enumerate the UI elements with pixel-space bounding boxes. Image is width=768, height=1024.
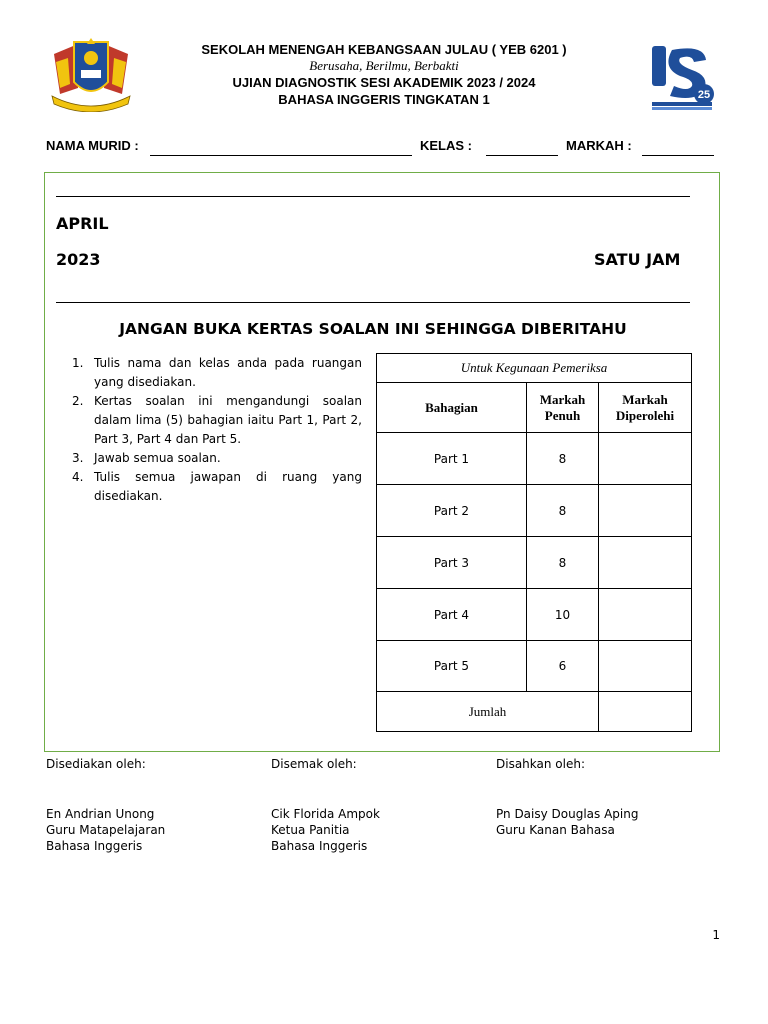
class-field[interactable] xyxy=(486,155,558,156)
list-item xyxy=(72,468,362,506)
page-number: 1 xyxy=(712,928,720,942)
list-item xyxy=(72,354,362,392)
row-full-3: 8 xyxy=(558,555,567,570)
school-crest-logo xyxy=(48,36,134,112)
row-part-1: Part 1 xyxy=(433,451,470,466)
signer-title: Ketua Panitia xyxy=(271,823,350,837)
row-obtained-5[interactable] xyxy=(599,641,691,691)
role-label: Disahkan oleh: xyxy=(496,757,586,771)
row-obtained-4[interactable] xyxy=(599,589,691,640)
row-part-5: Part 5 xyxy=(433,659,470,673)
signature-block-reviewed xyxy=(271,756,380,854)
exam-title: UJIAN DIAGNOSTIK SESI AKADEMIK 2023 / 2024 xyxy=(232,75,536,90)
anniversary-25-logo xyxy=(646,40,718,112)
marks-table xyxy=(376,353,692,732)
item-number: 1. xyxy=(72,356,84,370)
marks-field[interactable] xyxy=(642,155,714,156)
signer-name: Pn Daisy Douglas Aping xyxy=(496,807,639,821)
top-rule xyxy=(56,196,690,197)
total-value[interactable] xyxy=(599,692,691,731)
row-obtained-1[interactable] xyxy=(599,433,691,484)
row-full-1: 8 xyxy=(558,451,567,466)
subject-title: BAHASA INGGERIS TINGKATAN 1 xyxy=(278,92,490,107)
header-full-marks: Markah Penuh xyxy=(539,391,586,423)
exam-duration: SATU JAM xyxy=(594,250,681,269)
row-part-2: Part 2 xyxy=(433,503,470,518)
row-part-4: Part 4 xyxy=(433,607,470,622)
signer-name: En Andrian Unong xyxy=(46,807,155,821)
signer-name: Cik Florida Ampok xyxy=(271,807,380,821)
item-number: 4. xyxy=(72,470,84,484)
logo-number: 25 xyxy=(697,89,711,101)
row-full-2: 8 xyxy=(558,503,567,518)
item-text: Tulis nama dan kelas anda pada ruangan yang disediakan. xyxy=(94,356,362,389)
item-text: Tulis semua jawapan di ruang yang disediakan. xyxy=(94,470,362,503)
signature-block-prepared xyxy=(46,756,165,854)
bottom-rule xyxy=(56,302,690,303)
name-field[interactable] xyxy=(150,155,412,156)
row-obtained-2[interactable] xyxy=(599,485,691,536)
instructions-list xyxy=(72,354,362,506)
school-name: SEKOLAH MENENGAH KEBANGSAAN JULAU ( YEB 6201 ) xyxy=(201,42,567,57)
item-text: Kertas soalan ini mengandungi soalan dalam lima (5) bahagian iaitu Part 1, Part 2, Part 3, Part 4 dan Part 5. xyxy=(94,394,362,446)
name-label: NAMA MURID : xyxy=(46,138,139,153)
exam-year: 2023 xyxy=(56,250,101,269)
header-section: Bahagian xyxy=(425,399,478,415)
list-item xyxy=(72,449,362,468)
item-number: 2. xyxy=(72,394,84,408)
signer-title: Guru Matapelajaran xyxy=(46,823,166,837)
item-number: 3. xyxy=(72,451,84,465)
row-obtained-3[interactable] xyxy=(599,537,691,588)
signature-block-approved xyxy=(496,756,638,838)
warning-text: JANGAN BUKA KERTAS SOALAN INI SEHINGGA DIBERITAHU xyxy=(119,320,627,338)
list-item xyxy=(72,392,362,449)
row-full-5: 6 xyxy=(558,659,567,673)
marks-label: MARKAH : xyxy=(566,138,632,153)
role-label: Disediakan oleh: xyxy=(46,757,146,771)
school-motto: Berusaha, Berilmu, Berbakti xyxy=(309,58,459,73)
exam-month: APRIL xyxy=(56,214,109,233)
header-obtained-marks: Markah Diperolehi xyxy=(615,391,675,423)
row-full-4: 10 xyxy=(554,607,571,622)
class-label: KELAS : xyxy=(420,138,472,153)
signer-dept: Bahasa Inggeris xyxy=(271,839,368,853)
row-part-3: Part 3 xyxy=(433,555,470,570)
table-caption: Untuk Kegunaan Pemeriksa xyxy=(460,360,608,375)
item-text: Jawab semua soalan. xyxy=(94,451,221,465)
total-label: Jumlah xyxy=(468,703,507,719)
signer-dept: Bahasa Inggeris xyxy=(46,839,143,853)
signer-title: Guru Kanan Bahasa xyxy=(496,823,615,837)
role-label: Disemak oleh: xyxy=(271,757,357,771)
